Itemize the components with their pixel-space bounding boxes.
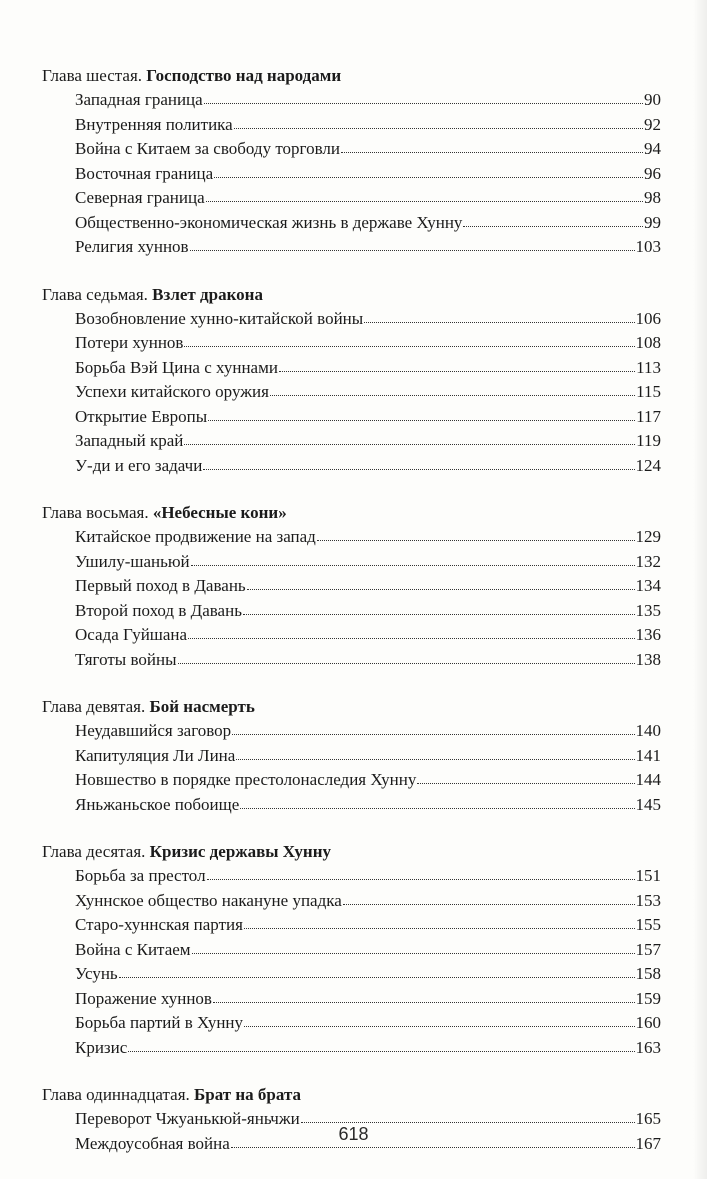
toc-entry <box>75 793 661 818</box>
dot-leader <box>128 1047 634 1052</box>
toc-entry <box>75 768 661 793</box>
entry-page-number: 165 <box>635 1109 661 1128</box>
entry-page-number: 124 <box>635 455 661 475</box>
entry-page-number: 99 <box>644 212 661 232</box>
toc-entry <box>75 454 661 479</box>
toc-entry <box>75 599 661 624</box>
entry-title: Западная граница <box>75 90 203 109</box>
dot-leader <box>343 900 635 905</box>
chapter-label: Глава шестая. <box>42 66 143 85</box>
toc-entry <box>75 913 661 938</box>
entry-title: Хуннское общество накануне упадка <box>75 890 342 910</box>
entry-page-number: 117 <box>636 406 661 426</box>
dot-leader <box>203 465 634 470</box>
entry-page-number: 160 <box>635 1013 661 1032</box>
chapter-section <box>0 840 707 1060</box>
toc-entry <box>75 525 661 550</box>
dot-leader <box>244 924 635 929</box>
toc-entry <box>75 186 661 211</box>
toc-entry <box>75 889 661 914</box>
chapter-title: Взлет дракона <box>152 284 263 304</box>
dot-leader <box>119 973 635 978</box>
entry-page-number: 144 <box>635 770 661 789</box>
toc-entry <box>75 405 661 430</box>
toc-entry <box>75 211 661 236</box>
entry-page-number: 141 <box>635 745 661 765</box>
toc-entry <box>75 987 661 1012</box>
entry-page-number: 140 <box>635 721 661 740</box>
entry-page-number: 108 <box>635 333 661 352</box>
toc-entry <box>75 938 661 963</box>
chapter-title: Брат на брата <box>194 1085 302 1104</box>
dot-leader <box>364 318 634 323</box>
entry-title: Внутренняя политика <box>75 114 233 134</box>
chapter-label: Глава десятая. <box>42 842 146 861</box>
table-of-contents <box>0 64 707 1179</box>
entry-page-number: 138 <box>635 649 661 669</box>
chapter-section <box>0 695 707 817</box>
entry-title: Первый поход в Давань <box>75 576 246 595</box>
entry-title: Китайское продвижение на запад <box>75 527 316 546</box>
entry-page-number: 129 <box>635 527 661 546</box>
toc-entry <box>75 744 661 769</box>
entry-page-number: 159 <box>635 988 661 1008</box>
dot-leader <box>188 634 634 639</box>
dot-leader <box>301 1118 635 1123</box>
chapter-section <box>0 64 707 260</box>
chapter-heading <box>42 283 707 307</box>
entry-title: Борьба партий в Хунну <box>75 1013 244 1032</box>
entry-page-number: 92 <box>644 114 661 134</box>
toc-entry <box>75 623 661 648</box>
toc-entry <box>75 550 661 575</box>
chapter-label: Глава восьмая. <box>42 503 149 522</box>
chapter-heading <box>42 840 707 864</box>
entry-title: Восточная граница <box>75 163 214 183</box>
entry-title: Общественно-экономическая жизнь в державе Хунну <box>75 212 463 232</box>
toc-entry <box>75 648 661 673</box>
dot-leader <box>236 755 634 760</box>
entry-title: Неудавшийся заговор <box>75 721 232 740</box>
chapter-heading <box>42 501 707 525</box>
entry-page-number: 151 <box>635 866 661 885</box>
dot-leader <box>232 730 634 735</box>
entry-page-number: 158 <box>635 964 661 983</box>
entry-title: Яньжаньское побоище <box>75 794 240 814</box>
toc-entry <box>75 1036 661 1061</box>
entry-title: Религия хуннов <box>75 237 189 256</box>
toc-entry <box>75 380 661 405</box>
dot-leader <box>178 659 635 664</box>
dot-leader <box>184 342 634 347</box>
toc-entry <box>75 864 661 889</box>
entry-page-number: 167 <box>635 1133 661 1153</box>
entry-page-number: 98 <box>644 188 661 207</box>
toc-entry <box>75 1011 661 1036</box>
dot-leader <box>206 197 643 202</box>
entry-title: Осада Гуйшана <box>75 625 188 644</box>
toc-entry <box>75 307 661 332</box>
toc-entry <box>75 88 661 113</box>
entry-title: Потери хуннов <box>75 333 184 352</box>
dot-leader <box>244 1022 634 1027</box>
entry-page-number: 103 <box>635 237 661 256</box>
toc-entry <box>75 162 661 187</box>
chapter-label: Глава девятая. <box>42 697 146 716</box>
dot-leader <box>208 416 635 421</box>
entry-page-number: 113 <box>636 357 661 377</box>
dot-leader <box>214 173 643 178</box>
entry-title: Новшество в порядке престолонаследия Хунну <box>75 770 417 789</box>
entry-page-number: 155 <box>635 915 661 934</box>
entry-page-number: 119 <box>636 431 661 450</box>
entry-title: Успехи китайского оружия <box>75 382 269 401</box>
dot-leader <box>341 148 643 153</box>
entry-title: Борьба за престол <box>75 866 206 885</box>
toc-entry <box>75 719 661 744</box>
entry-title: Война с Китаем <box>75 939 191 959</box>
dot-leader <box>190 246 635 251</box>
entry-title: Тяготы войны <box>75 649 177 669</box>
toc-entry <box>75 331 661 356</box>
dot-leader <box>270 391 635 396</box>
entry-title: Поражение хуннов <box>75 988 212 1008</box>
entry-title: Переворот Чжуанькюй-яньчжи <box>75 1109 300 1128</box>
entry-title: Капитуляция Ли Лина <box>75 745 236 765</box>
entry-title: Кризис <box>75 1037 128 1057</box>
entry-title: Усунь <box>75 964 118 983</box>
dot-leader <box>184 440 635 445</box>
dot-leader <box>243 610 635 615</box>
dot-leader <box>317 536 635 541</box>
chapter-section <box>0 501 707 672</box>
dot-leader <box>234 124 643 129</box>
toc-entry <box>75 356 661 381</box>
entry-title: Борьба Вэй Цина с хуннами <box>75 357 278 377</box>
chapter-heading <box>42 695 707 719</box>
entry-title: Западный край <box>75 431 184 450</box>
toc-entry <box>75 574 661 599</box>
entry-title: У-ди и его задачи <box>75 455 203 475</box>
entry-page-number: 145 <box>635 794 661 814</box>
entry-page-number: 134 <box>635 576 661 595</box>
entry-page-number: 106 <box>635 308 661 328</box>
entry-title: Война с Китаем за свободу торговли <box>75 139 340 158</box>
chapter-label: Глава седьмая. <box>42 284 148 304</box>
entry-title: Старо-хуннская партия <box>75 915 243 934</box>
dot-leader <box>192 949 635 954</box>
dot-leader <box>247 585 635 590</box>
entry-title: Ушилу-шаньюй <box>75 551 190 571</box>
entry-page-number: 96 <box>644 163 661 183</box>
entry-page-number: 90 <box>644 90 661 109</box>
dot-leader <box>463 222 643 227</box>
dot-leader <box>207 875 635 880</box>
toc-entry <box>75 137 661 162</box>
entry-title: Открытие Европы <box>75 406 208 426</box>
chapter-title: Господство над народами <box>146 66 342 85</box>
chapter-title: Бой насмерть <box>149 697 255 716</box>
entry-page-number: 163 <box>635 1037 661 1057</box>
chapter-section <box>0 283 707 479</box>
dot-leader <box>213 998 635 1003</box>
dot-leader <box>240 804 634 809</box>
chapter-section <box>0 1083 707 1156</box>
entry-page-number: 157 <box>635 939 661 959</box>
dot-leader <box>279 367 635 372</box>
chapter-label: Глава одиннадцатая. <box>42 1085 190 1104</box>
toc-entry <box>75 962 661 987</box>
page-number: 618 <box>338 1124 369 1144</box>
chapter-heading <box>42 1083 707 1107</box>
entry-title: Северная граница <box>75 188 205 207</box>
dot-leader <box>417 779 634 784</box>
entry-title: Второй поход в Давань <box>75 600 242 620</box>
toc-entry <box>75 429 661 454</box>
chapter-heading <box>42 64 707 88</box>
entry-page-number: 115 <box>636 382 661 401</box>
dot-leader <box>191 561 635 566</box>
entry-page-number: 132 <box>635 551 661 571</box>
chapter-title: «Небесные кони» <box>152 503 287 522</box>
entry-page-number: 136 <box>635 625 661 644</box>
toc-entry <box>75 113 661 138</box>
entry-page-number: 153 <box>635 890 661 910</box>
dot-leader <box>204 99 643 104</box>
entry-page-number: 94 <box>644 139 661 158</box>
entry-title: Междоусобная война <box>75 1133 230 1153</box>
entry-title: Возобновление хунно-китайской войны <box>75 308 364 328</box>
chapter-title: Кризис державы Хунну <box>149 842 332 861</box>
toc-entry <box>75 235 661 260</box>
entry-page-number: 135 <box>635 600 661 620</box>
